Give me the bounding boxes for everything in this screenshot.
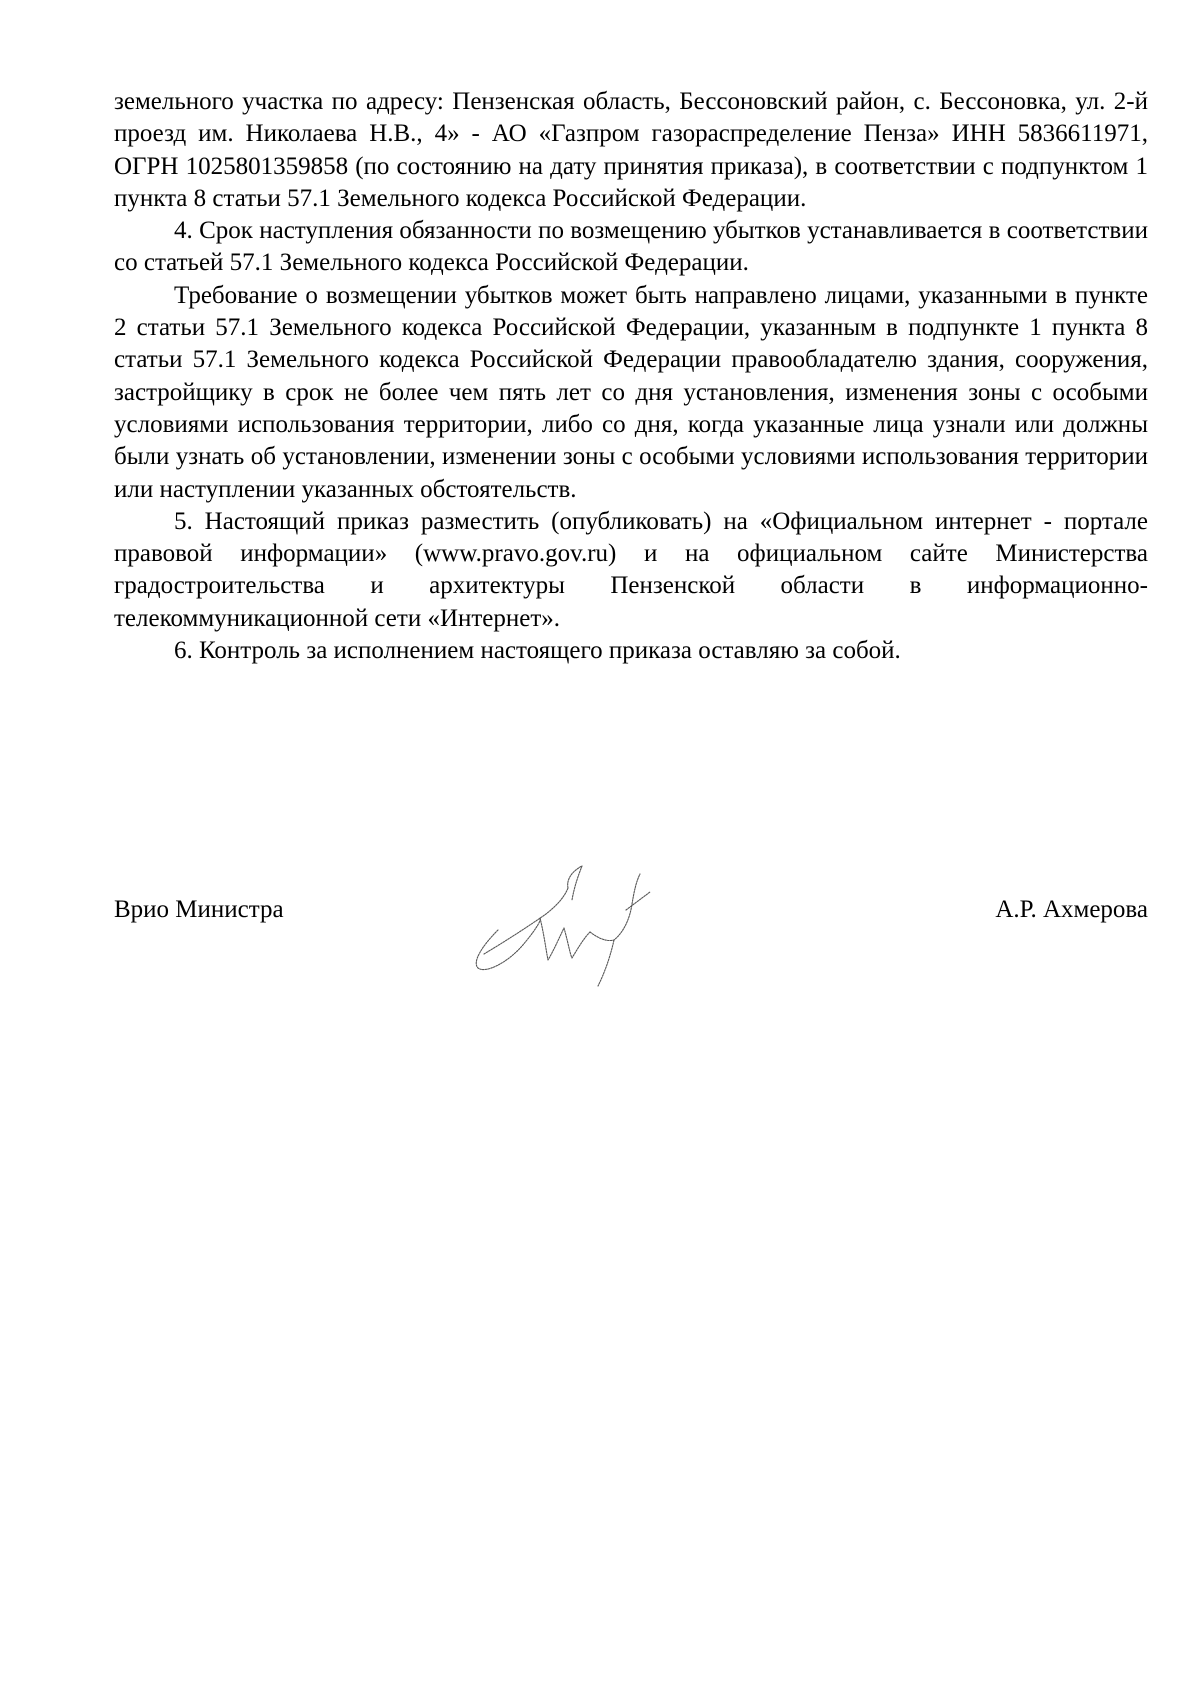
paragraph-item-4: 4. Срок наступления обязанности по возмещению убытков устанавливается в соответствии со статьей 57.1 Земельного кодекса Российской Федерации. <box>114 217 1148 277</box>
document-body <box>114 86 1148 667</box>
paragraph-item-6: 6. Контроль за исполнением настоящего приказа оставляю за собой. <box>174 637 901 665</box>
signature-block <box>114 858 1148 1008</box>
paragraph-continuation: земельного участка по адресу: Пензенская область, Бессоновский район, с. Бессоновка, ул. 2-й проезд им. Николаева Н.В., 4» - АО «Газпром газораспределение Пенза» ИНН 5836611971, ОГРН 1025801359858 (по состоянию на дату принятия приказа), в соответствии с подпунктом 1 пункта 8 статьи 57.1 Земельного кодекса Российской Федерации. <box>114 88 1148 212</box>
paragraph-item-5: 5. Настоящий приказ разместить (опубликовать) на «Официальном интернет - портале правовой информации» (www.pravo.gov.ru) и на официальном сайте Министерства градостроительства и архитектуры Пензенской области в информационно-телекоммуникационной сети «Интернет». <box>114 507 1148 632</box>
handwritten-signature <box>464 858 664 988</box>
signatory-name: А.Р. Ахмерова <box>995 896 1148 923</box>
signatory-title: Врио Министра <box>114 896 284 923</box>
paragraph-compensation-requirement: Требование о возмещении убытков может быть направлено лицами, указанными в пункте 2 статьи 57.1 Земельного кодекса Российской Федерации, указанным в подпункте 1 пункта 8 статьи 57.1 Земельного кодекса Российской Федерации правообладателю здания, сооружения, застройщику в срок не более чем пять лет со дня установления, изменения зоны с особыми условиями использования территории, либо со дня, когда указанные лица узнали или должны были узнать об установлении, изменении зоны с особыми условиями использования территории или наступлении указанных обстоятельств. <box>114 281 1148 503</box>
